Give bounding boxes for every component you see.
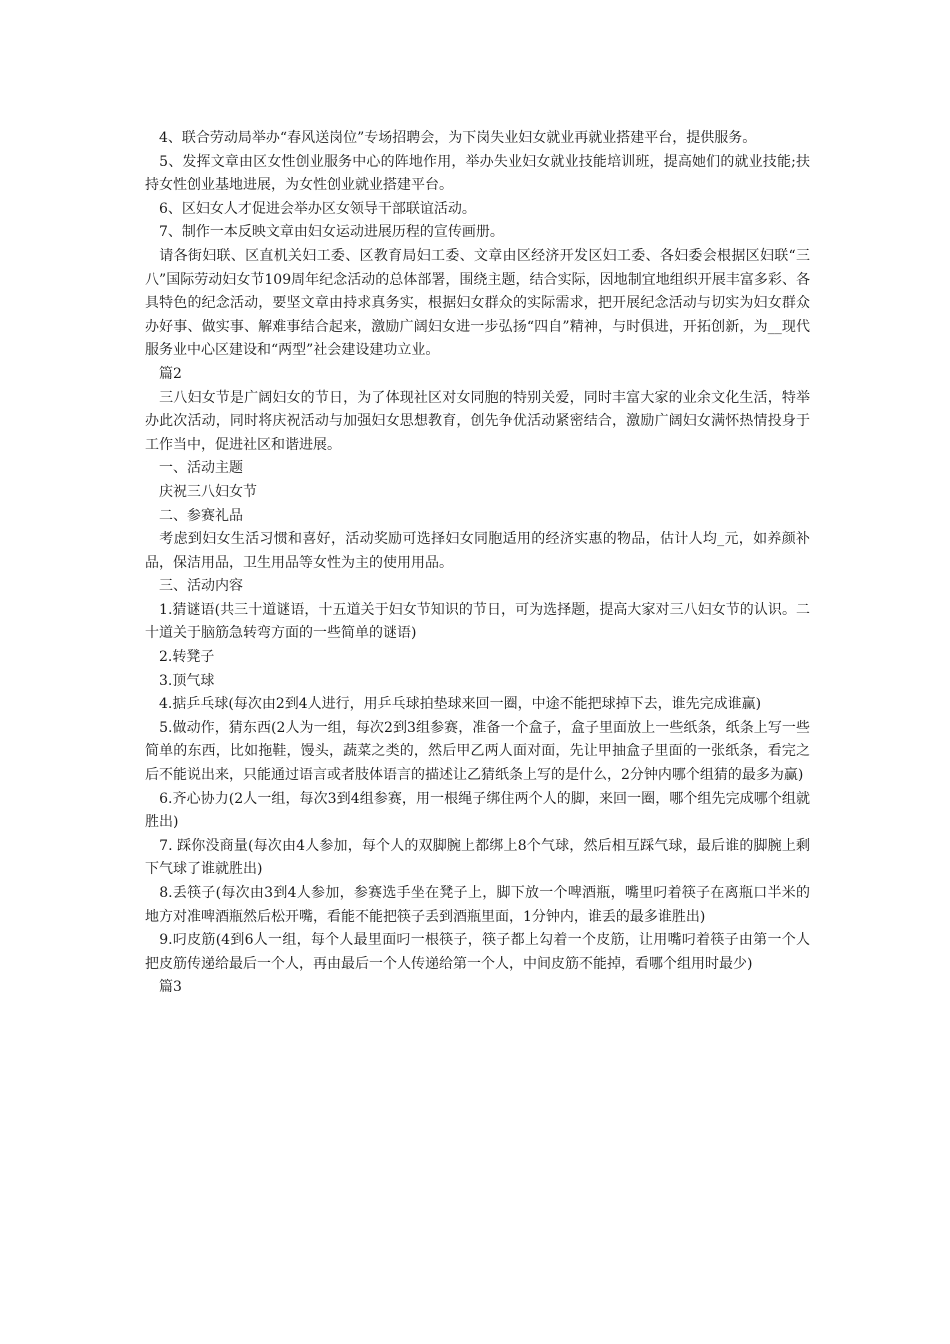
paragraph-item-4: 4、联合劳动局举办“春风送岗位”专场招聘会，为下岗失业妇女就业再就业搭建平台，提供服务。 <box>145 130 757 146</box>
list-item-riddles: 1.猜谜语(共三十道谜语，十五道关于妇女节知识的节日，可为选择题，提高大家对三八妇女节的认识。二十道关于脑筋急转弯方面的一些简单的谜语) <box>145 601 810 642</box>
list-item-chopsticks: 8.丢筷子(每次由3到4人参加，参赛选手坐在凳子上，脚下放一个啤酒瓶，嘴里叼着筷子在离瓶口半米的地方对准啤酒瓶然后松开嘴，看能不能把筷子丢到酒瓶里面，1分钟内，谁丢的最多谁胜出) <box>145 885 810 925</box>
paragraph-prizes: 考虑到妇女生活习惯和喜好，活动奖励可选择妇女同胞适用的经济实惠的物品，估计人均_元，如养颜补品，保洁用品，卫生用品等女性为主的使用用品。 <box>145 531 810 571</box>
section-heading-part3: 篇3 <box>145 979 182 996</box>
paragraph-item-5: 5、发挥文章由区女性创业服务中心的阵地作用，举办失业妇女就业技能培训班，提高她们的就业技能;扶持女性创业基地进展，为女性创业就业搭建平台。 <box>145 153 810 194</box>
paragraph-intro: 三八妇女节是广阔妇女的节日，为了体现社区对女同胞的特别关爱，同时丰富大家的业余文化生活，特举办此次活动，同时将庆祝活动与加强妇女思想教育，创先争优活动紧密结合，激励广阔妇女满怀热情投身于工作当中，促进社区和谐进展。 <box>145 389 810 453</box>
list-item-pingpong: 4.掂乒乓球(每次由2到4人进行，用乒乓球拍垫球来回一圈，中途不能把球掉下去，谁先完成谁赢) <box>145 696 762 713</box>
list-item-stomp: 7. 踩你没商量(每次由4人参加，每个人的双脚腕上都绑上8个气球，然后相互踩气球，最后谁的脚腕上剩下气球了谁就胜出) <box>145 837 810 878</box>
list-item-stool: 2.转凳子 <box>145 649 215 666</box>
paragraph-request: 请各街妇联、区直机关妇工委、区教育局妇工委、文章由区经济开发区妇工委、各妇委会根据区妇联“三八”国际劳动妇女节109周年纪念活动的总体部署，围绕主题，结合实际，因地制宜地组织开展丰富多彩、各具特色的纪念活动，要坚文章由持求真务实，根据妇女群众的实际需求，把开展纪念活动与切实为妇女群众办好事、做实事、解难事结合起来，激励广阔妇女进一步弘扬“四自”精神，与时俱进，开拓创新，为__现代服务业中心区建设和“两型”社会建设建功立业。 <box>145 247 810 359</box>
list-item-rubber-band: 9.叼皮筋(4到6人一组，每个人最里面叼一根筷子，筷子都上勾着一个皮筋，让用嘴叼着筷子由第一个人把皮筋传递给最后一个人，再由最后一个人传递给第一个人，中间皮筋不能掉，看哪个组用时最少) <box>145 932 810 972</box>
document-body <box>145 127 810 1000</box>
paragraph-theme: 庆祝三八妇女节 <box>145 483 257 500</box>
paragraph-item-6: 6、区妇女人才促进会举办区女领导干部联谊活动。 <box>145 200 476 217</box>
list-item-charades: 5.做动作，猜东西(2人为一组，每次2到3组参赛，准备一个盒子，盒子里面放上一些纸条，纸条上写一些简单的东西，比如拖鞋，馒头，蔬菜之类的，然后甲乙两人面对面，先让甲抽盒子里面的一张纸条，看完之后不能说出来，只能通过语言或者肢体语言的描述让乙猜纸条上写的是什么，2分钟内哪个组猜的最多为赢) <box>145 719 810 784</box>
section-heading-part2: 篇2 <box>145 365 182 382</box>
heading-activity-theme: 一、活动主题 <box>145 460 243 477</box>
heading-prizes: 二、参赛礼品 <box>145 507 243 524</box>
list-item-three-legged: 6.齐心协力(2人一组，每次3到4组参赛，用一根绳子绑住两个人的脚，来回一圈，哪个组先完成哪个组就胜出) <box>145 790 810 831</box>
heading-activity-content: 三、活动内容 <box>145 578 243 595</box>
paragraph-item-7: 7、制作一本反映文章由妇女运动进展历程的宣传画册。 <box>145 224 504 241</box>
list-item-balloon: 3.顶气球 <box>145 672 215 689</box>
